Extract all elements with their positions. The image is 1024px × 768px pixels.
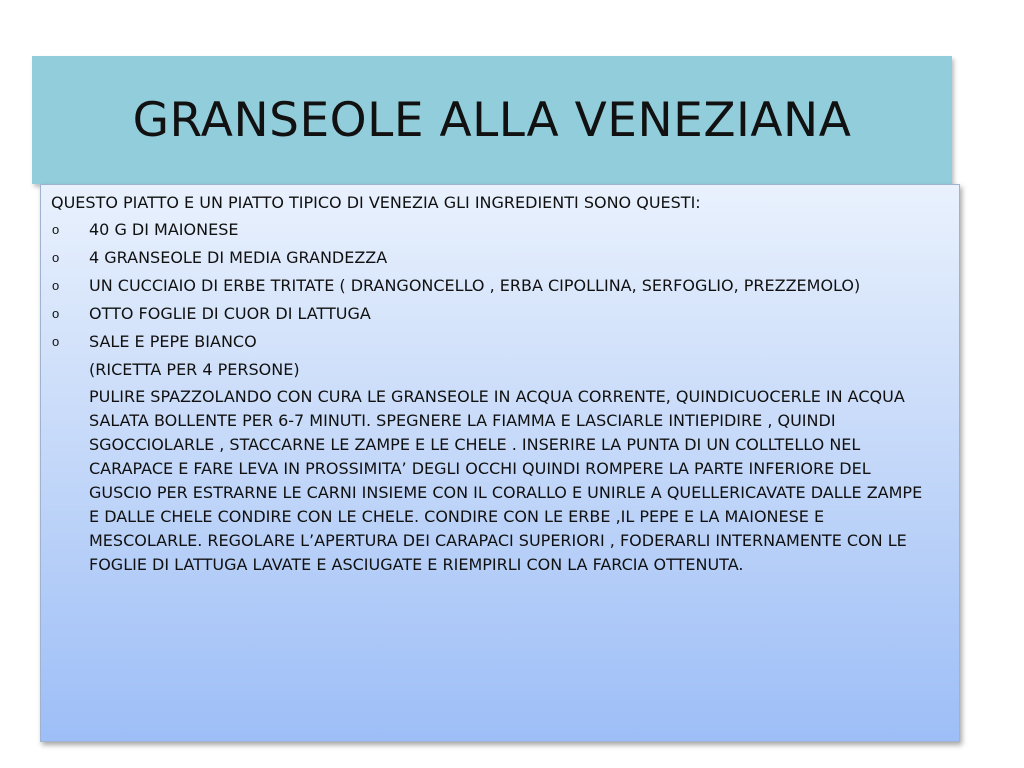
ingredient-text: SALE E PEPE BIANCO	[89, 332, 257, 351]
ingredient-text: 4 GRANSEOLE DI MEDIA GRANDEZZA	[89, 248, 388, 267]
content-box	[40, 184, 960, 742]
bullet-icon: o	[52, 334, 60, 349]
ingredient-list	[51, 219, 933, 353]
bullet-icon: o	[52, 222, 60, 237]
ingredient-text: 40 G DI MAIONESE	[89, 220, 239, 239]
list-item	[51, 247, 933, 269]
method-text: PULIRE SPAZZOLANDO CON CURA LE GRANSEOLE IN ACQUA CORRENTE, QUINDICUOCERLE IN ACQUA SALATA BOLLENTE PER 6-7 MINUTI. SPEGNERE LA FIAMMA E LASCIARLE INTIEPIDIRE , QUINDI SGOCCIOLARLE , STACCARNE LE ZAMPE E LE CHELE . INSERIRE LA PUNTA DI UN COLLTELLO NEL CARAPACE E FARE LEVA IN PROSSIMITA’ DEGLI OCCHI QUINDI ROMPERE LA PARTE INFERIORE DEL GUSCIO PER ESTRARNE LE CARNI INSIEME CON IL CORALLO E UNIRLE A QUELLERICAVATE DALLE ZAMPE E DALLE CHELE CONDIRE CON LE CHELE. CONDIRE CON LE ERBE ,IL PEPE E LA MAIONESE E MESCOLARLE. REGOLARE L’APERTURA DEI CARAPACI SUPERIORI , FODERARLI INTERNAMENTE CON LE FOGLIE DI LATTUGA LAVATE E ASCIUGATE E RIEMPIRLI CON LA FARCIA OTTENUTA.	[89, 387, 923, 574]
ingredient-text: OTTO FOGLIE DI CUOR DI LATTUGA	[89, 304, 371, 323]
title-box	[32, 56, 952, 184]
intro-text: QUESTO PIATTO E UN PIATTO TIPICO DI VENEZIA GLI INGREDIENTI SONO QUESTI:	[51, 193, 701, 212]
list-item	[51, 219, 933, 241]
ingredient-text: UN CUCCIAIO DI ERBE TRITATE ( DRANGONCELLO , ERBA CIPOLLINA, SERFOGLIO, PREZZEMOLO)	[89, 276, 861, 295]
bullet-icon: o	[52, 278, 60, 293]
servings-text: (RICETTA PER 4 PERSONE)	[89, 360, 300, 379]
list-item	[51, 275, 933, 297]
list-item	[51, 303, 933, 325]
content-text	[51, 193, 933, 577]
bullet-icon: o	[52, 306, 60, 321]
slide-title: GRANSEOLE ALLA VENEZIANA	[132, 92, 852, 148]
bullet-icon: o	[52, 250, 60, 265]
list-item	[51, 331, 933, 353]
